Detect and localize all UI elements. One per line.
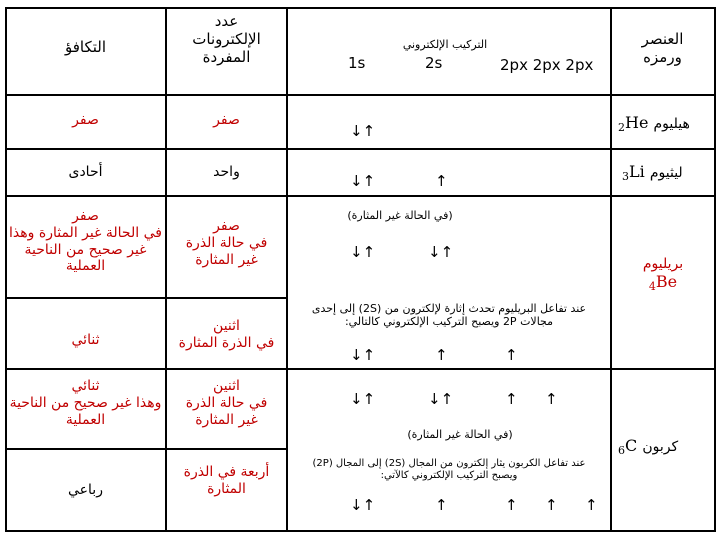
carbon-element: $_6$C كربون xyxy=(618,436,679,457)
table-column-divider xyxy=(610,7,612,532)
beryllium-excited-2s-arrow: ↑ xyxy=(435,346,448,364)
helium-unpaired: صفر xyxy=(213,112,240,128)
beryllium-excited-unpaired: اثنين في الذرة المثارة xyxy=(178,318,275,351)
header-valence: التكافؤ xyxy=(64,38,107,56)
helium-valence: صفر xyxy=(72,112,99,128)
table-column-divider xyxy=(165,7,167,532)
carbon-excited-note: عند تفاعل الكربون يثار إلكترون من المجال (2S) إلى المجال (2P) ويصبح التركيب الإلكتروني كالآتي: xyxy=(312,458,586,481)
beryllium-ground-caption: (في الحالة غير المثارة) xyxy=(347,209,453,222)
lithium-element: $_3$Li ليثيوم xyxy=(622,162,683,183)
carbon-ground-2s-arrows: ↓↑ xyxy=(428,390,454,408)
header-element: العنصر ورمزه xyxy=(641,30,684,66)
carbon-ground-1s-arrows: ↓↑ xyxy=(350,390,376,408)
carbon-ground-2p2-arrow: ↑ xyxy=(545,390,558,408)
table-row-divider xyxy=(5,297,287,299)
carbon-ground-caption: (في الحالة غير المثارة) xyxy=(407,428,513,441)
carbon-excited-2p3-arrow: ↑ xyxy=(585,496,598,514)
carbon-ground-2p1-arrow: ↑ xyxy=(505,390,518,408)
header-orbital-1s: 1s xyxy=(348,54,366,72)
table-row-divider xyxy=(5,448,287,450)
header-orbital-2p: 2px 2px 2px xyxy=(500,56,594,74)
lithium-unpaired: واحد xyxy=(213,164,240,180)
carbon-excited-unpaired: أربعة في الذرة المثارة xyxy=(183,464,270,497)
carbon-excited-valence: رباعي xyxy=(68,482,103,498)
carbon-excited-2s-arrow: ↑ xyxy=(435,496,448,514)
carbon-excited-1s-arrows: ↓↑ xyxy=(350,496,376,514)
beryllium-ground-2s-arrows: ↓↑ xyxy=(428,243,454,261)
beryllium-excited-valence: ثنائي xyxy=(71,332,100,348)
header-unpaired-electrons: عدد الإلكترونات المفردة xyxy=(192,12,261,66)
beryllium-element: بريليوم $_4$Be xyxy=(642,256,684,293)
table-column-divider xyxy=(286,7,288,532)
table-border-right xyxy=(714,7,716,532)
helium-1s-arrows: ↓↑ xyxy=(350,122,376,140)
lithium-1s-arrows: ↓↑ xyxy=(350,172,376,190)
lithium-valence: أحادى xyxy=(68,164,103,180)
beryllium-ground-unpaired: صفر في حالة الذرة غير المثارة xyxy=(185,218,268,268)
helium-element: $_2$He هيليوم xyxy=(618,113,690,134)
beryllium-excited-2p-arrow: ↑ xyxy=(505,346,518,364)
carbon-ground-valence: ثنائي وهذا غير صحيح من الناحية العملية xyxy=(9,378,162,428)
carbon-excited-2p1-arrow: ↑ xyxy=(505,496,518,514)
beryllium-ground-valence: صفر في الحالة غير المثارة وهذا غير صحيح من الناحية العملية xyxy=(9,208,162,275)
lithium-2s-arrow: ↑ xyxy=(435,172,448,190)
beryllium-excited-note: عند تفاعل البريليوم تحدث إثارة لإلكترون من (2S) إلى إحدى مجالات 2P ويصبح التركيب الإلكتروني كالتالي: xyxy=(311,302,587,329)
beryllium-ground-1s-arrows: ↓↑ xyxy=(350,243,376,261)
carbon-ground-unpaired: اثنين في حالة الذرة غير المثارة xyxy=(185,378,268,428)
header-config-caption: التركيب الإلكتروني xyxy=(402,38,488,51)
beryllium-excited-1s-arrows: ↓↑ xyxy=(350,346,376,364)
header-orbital-2s: 2s xyxy=(425,54,443,72)
carbon-excited-2p2-arrow: ↑ xyxy=(545,496,558,514)
